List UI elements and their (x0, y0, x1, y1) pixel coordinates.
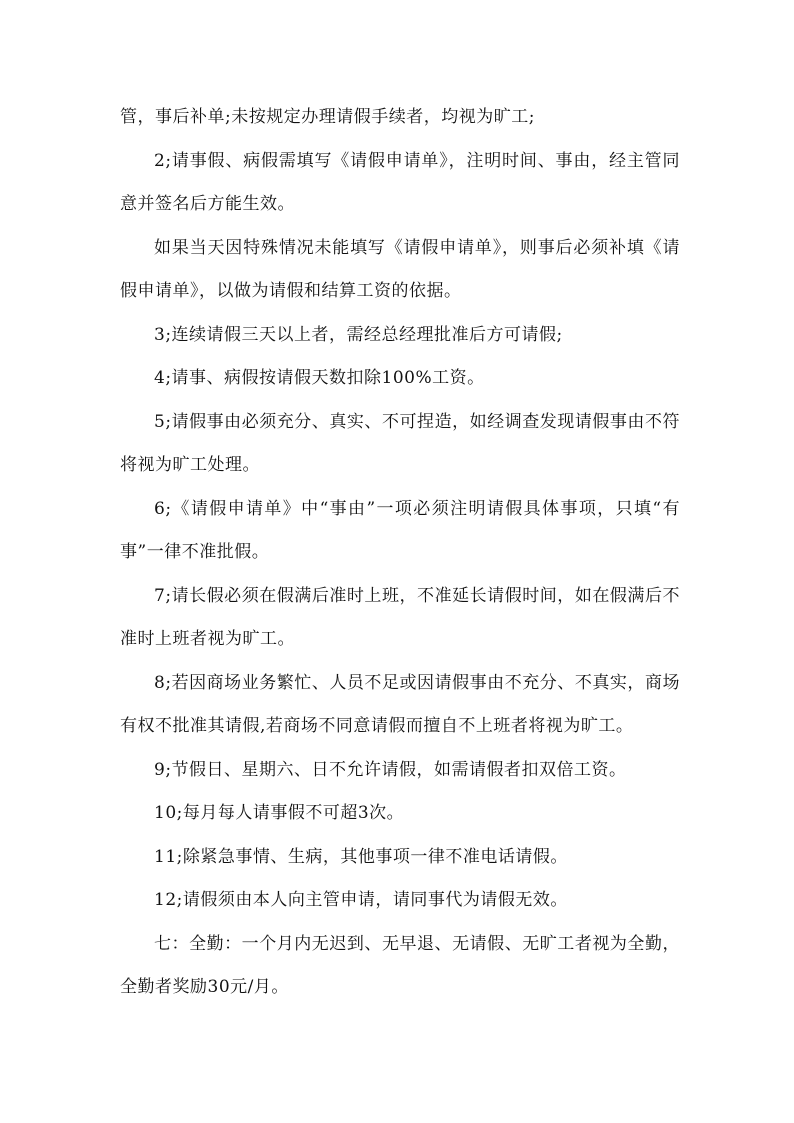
paragraph-item-10: 10;每月每人请事假不可超3次。 (154, 803, 405, 823)
paragraph-item-9: 9;节假日、星期六、日不允许请假，如需请假者扣双倍工资。 (154, 759, 627, 780)
paragraph-item-8: 8;若因商场业务繁忙、人员不足或因请假事由不充分、不真实，商场有权不批准其请假,若商场不同意请假而擅自不上班者将视为旷工。 (120, 672, 680, 736)
paragraph-item-5: 5;请假事由必须充分、真实、不可捏造，如经调查发现请假事由不符将视为旷工处理。 (120, 411, 680, 475)
paragraph-section-7-attendance: 七：全勤：一个月内无迟到、无早退、无请假、无旷工者视为全勤，全勤者奖励30元/月。 (120, 933, 680, 997)
paragraph-item-3: 3;连续请假三天以上者，需经总经理批准后方可请假; (154, 324, 563, 345)
paragraph-continuation: 管，事后补单;未按规定办理请假手续者，均视为旷工; (120, 107, 535, 127)
paragraph-item-4: 4;请事、病假按请假天数扣除100%工资。 (154, 368, 485, 388)
paragraph-item-2-note: 如果当天因特殊情况未能填写《请假申请单》，则事后必须补填《请假申请单》，以做为请假和结算工资的依据。 (120, 237, 680, 301)
paragraph-item-2: 2;请事假、病假需填写《请假申请单》，注明时间、事由，经主管同意并签名后方能生效。 (120, 150, 680, 214)
paragraph-item-12: 12;请假须由本人向主管申请，请同事代为请假无效。 (154, 890, 568, 910)
document-body (120, 96, 680, 1010)
paragraph-item-6: 6;《请假申请单》中“事由”一项必须注明请假具体事项，只填“有事”一律不准批假。 (120, 498, 680, 562)
paragraph-item-7: 7;请长假必须在假满后准时上班，不准延长请假时间，如在假满后不准时上班者视为旷工。 (120, 585, 680, 649)
paragraph-item-11: 11;除紧急事情、生病，其他事项一律不准电话请假。 (154, 846, 568, 867)
